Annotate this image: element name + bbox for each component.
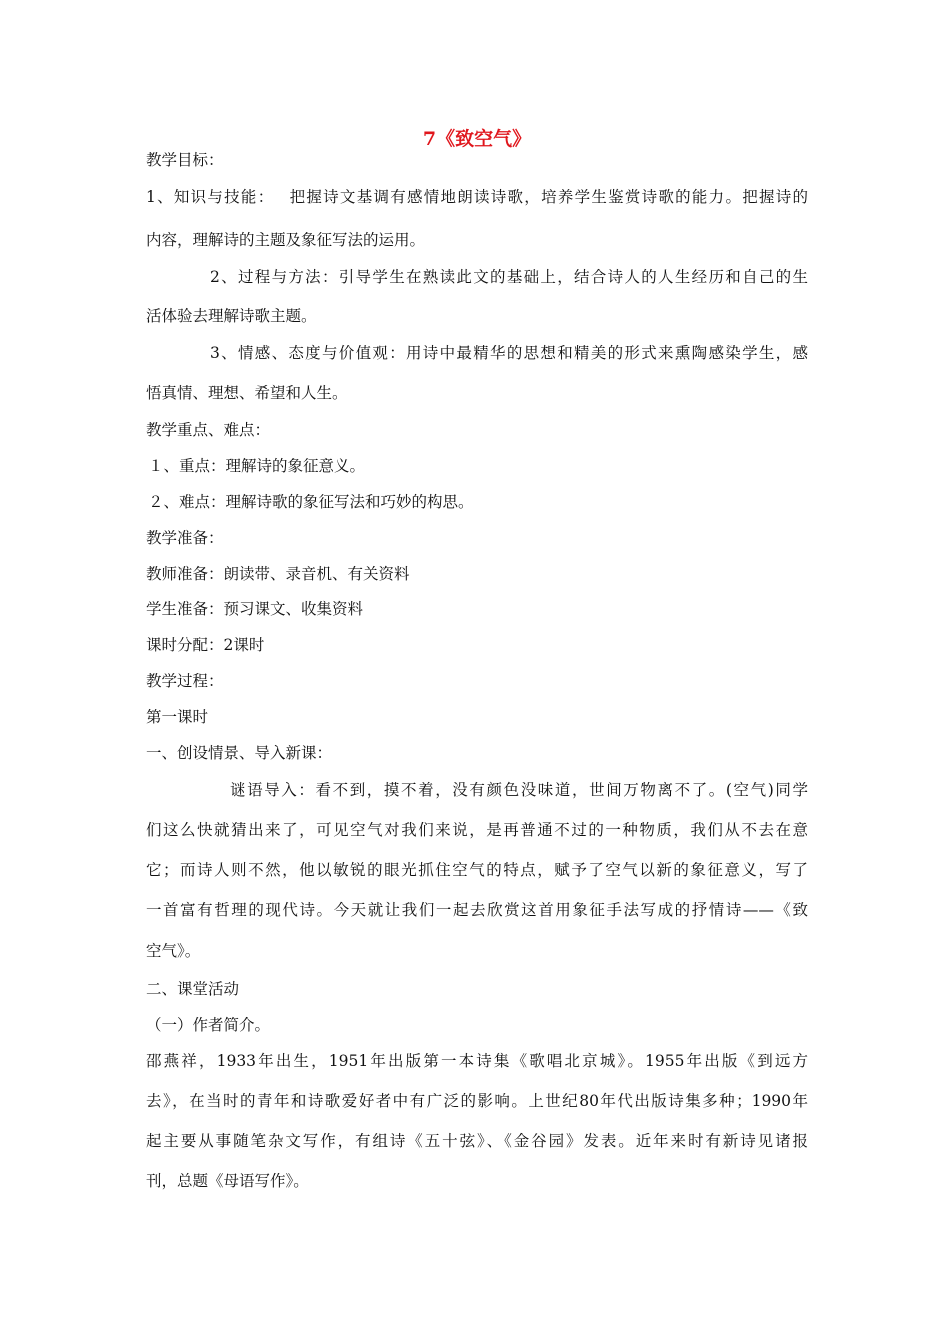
heading-teaching-goals: 教学目标：	[146, 151, 224, 169]
author-paragraph-line-3: 起主要从事随笔杂文写作，有组诗《五十弦》、《金谷园》发表。近年来时有新诗见诸报	[146, 1132, 808, 1150]
goal-emotion-line-1: 3、情感、态度与价值观：用诗中最精华的思想和精美的形式来熏陶感染学生，感	[210, 344, 808, 362]
first-lesson: 第一课时	[146, 708, 209, 726]
heading-teaching-process: 教学过程：	[146, 672, 224, 690]
class-hours: 课时分配：2课时	[146, 636, 265, 654]
intro-paragraph-line-3: 它；而诗人则不然，他以敏锐的眼光抓住空气的特点，赋予了空气以新的象征意义，写了	[146, 861, 808, 879]
heading-preparation: 教学准备：	[146, 529, 224, 547]
intro-paragraph-line-4: 一首富有哲理的现代诗。今天就让我们一起去欣赏这首用象征手法写成的抒情诗——《致	[146, 901, 808, 919]
author-paragraph-line-1: 邵燕祥，1933年出生，1951年出版第一本诗集《歌唱北京城》。1955年出版《到远方	[146, 1052, 808, 1070]
intro-paragraph-line-1: 谜语导入：看不到，摸不着，没有颜色没味道，世间万物离不了。(空气)同学	[230, 781, 808, 799]
goal-emotion-line-2: 悟真情、理想、希望和人生。	[146, 384, 348, 402]
author-paragraph-line-2: 去》，在当时的青年和诗歌爱好者中有广泛的影响。上世纪80年代出版诗集多种；1990年	[146, 1092, 808, 1110]
document-title: 7《致空气》	[422, 128, 532, 150]
intro-paragraph-line-2: 们这么快就猜出来了，可见空气对我们来说，是再普通不过的一种物质，我们从不去在意	[146, 821, 808, 839]
goal-process-line-1: 2、过程与方法：引导学生在熟读此文的基础上，结合诗人的人生经历和自己的生	[210, 268, 808, 286]
teacher-preparation: 教师准备：朗读带、录音机、有关资料	[146, 565, 410, 583]
section-class-activity: 二、课堂活动	[146, 980, 240, 998]
key-point-1: １、重点：理解诗的象征意义。	[148, 457, 366, 475]
goal-knowledge-line-2: 内容，理解诗的主题及象征写法的运用。	[146, 231, 426, 249]
subsection-author: （一）作者简介。	[146, 1016, 271, 1034]
student-preparation: 学生准备：预习课文、收集资料	[146, 600, 364, 618]
key-point-2: ２、难点：理解诗歌的象征写法和巧妙的构思。	[148, 493, 474, 511]
intro-paragraph-line-5: 空气》。	[146, 942, 201, 960]
section-intro: 一、创设情景、导入新课：	[146, 744, 333, 762]
author-paragraph-line-4: 刊，总题《母语写作》。	[146, 1172, 309, 1190]
goal-knowledge-line-1: 1、知识与技能： 把握诗文基调有感情地朗读诗歌，培养学生鉴赏诗歌的能力。把握诗的	[146, 188, 808, 206]
heading-key-points: 教学重点、难点：	[146, 421, 271, 439]
goal-process-line-2: 活体验去理解诗歌主题。	[146, 307, 317, 325]
